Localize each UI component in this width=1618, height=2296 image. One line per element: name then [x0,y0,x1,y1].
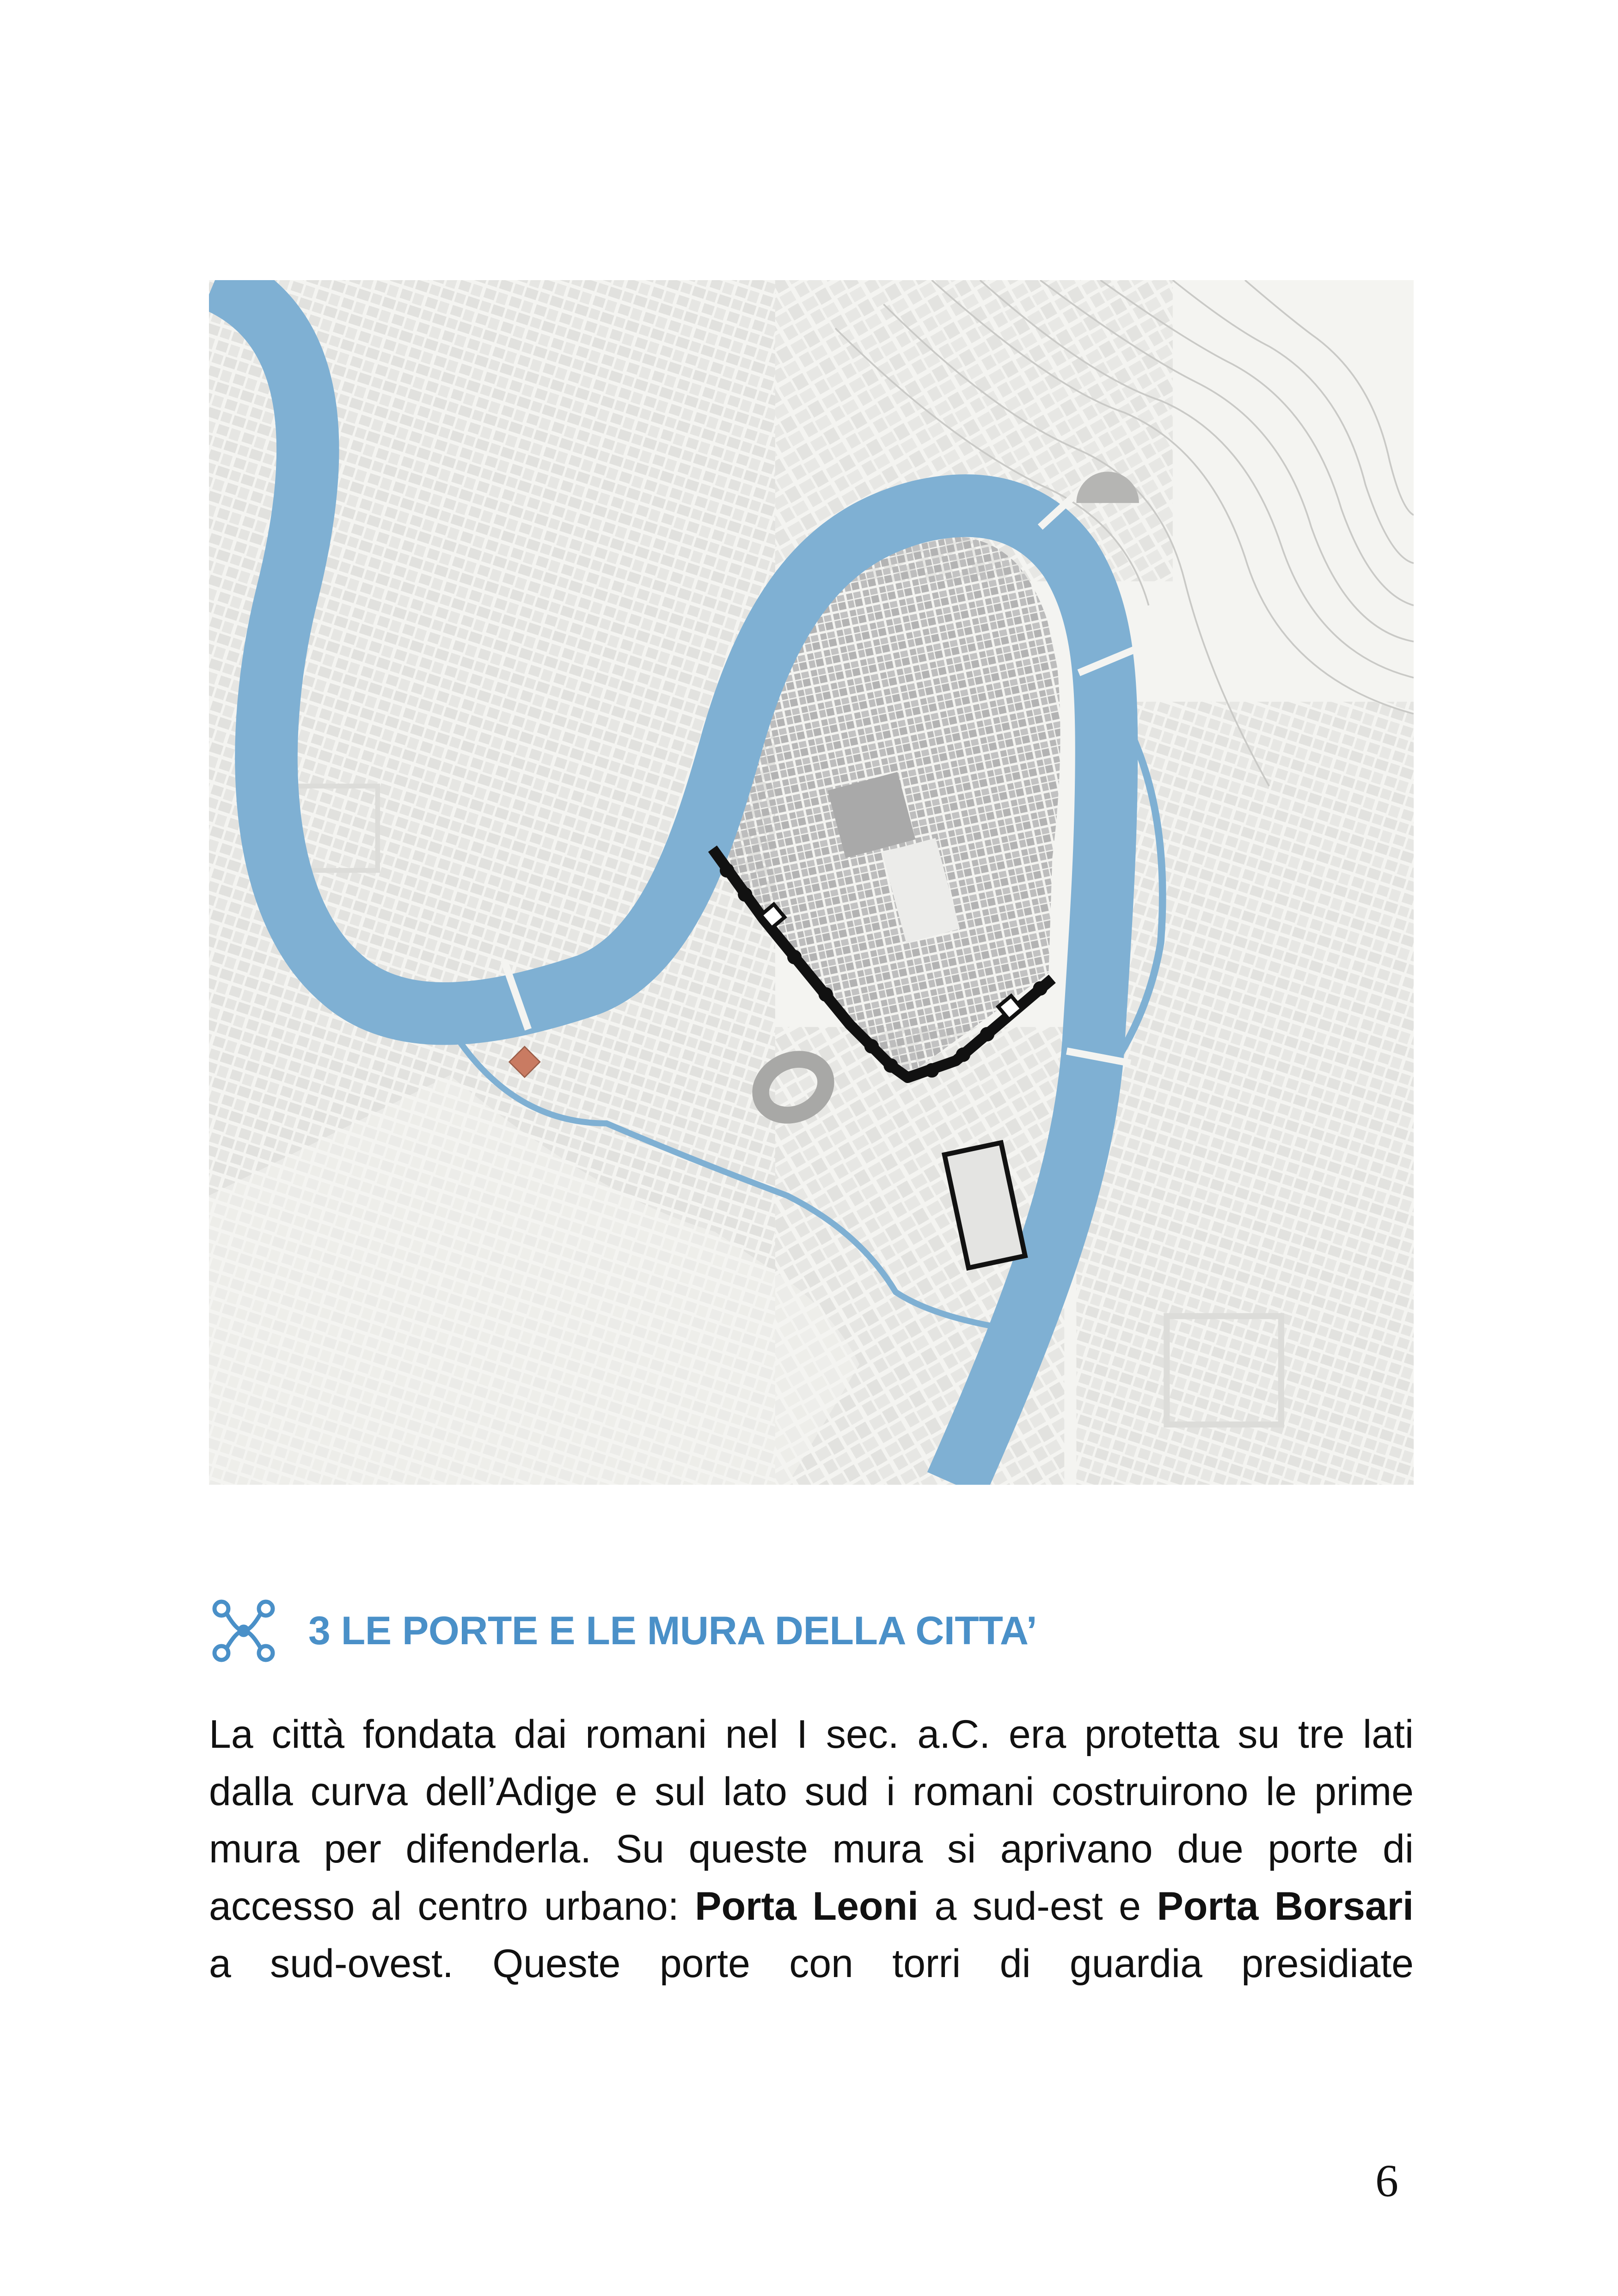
paragraph-line: a sud-ovest. Queste porte con torri di guardia presidiate [209,1941,1414,1986]
paragraph-line: mura per difenderla. Su queste mura si aprivano due porte di [209,1827,1414,1871]
section-title: 3 LE PORTE E LE MURA DELLA CITTA’ [308,1608,1037,1653]
paragraph-text: accesso al centro urbano: [209,1884,695,1929]
city-map-figure [209,280,1414,1485]
verona-map [209,280,1414,1485]
body-paragraph [209,1706,1414,1992]
porta-leoni-label: Porta Leoni [695,1884,919,1929]
paragraph-line [209,1878,1414,1935]
porta-borsari-label: Porta Borsari [1157,1884,1414,1929]
paragraph-text: a sud-est e [918,1884,1157,1929]
paragraph-line: dalla curva dell’Adige e sul lato sud i romani costruirono le prime [209,1769,1414,1814]
network-nodes-icon [209,1596,278,1665]
paragraph-line: La città fondata dai romani nel I sec. a.C. era protetta su tre lati [209,1712,1414,1757]
section-heading [209,1598,1414,1663]
page-number: 6 [1375,2155,1398,2206]
